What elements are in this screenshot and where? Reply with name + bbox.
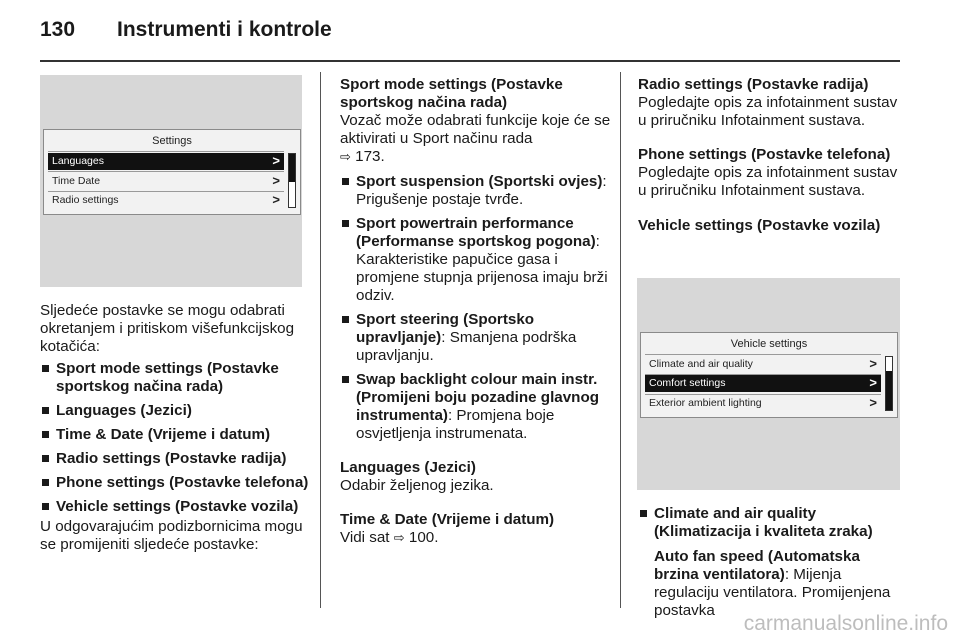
settings-screen-image [40, 75, 302, 287]
vehicle-row-exterior [645, 395, 881, 412]
header-rule [40, 60, 900, 62]
column-3-bottom-text [638, 505, 902, 620]
panel-divider [645, 354, 881, 355]
watermark: carmanualsonline.info [743, 612, 948, 635]
settings-row-languages [48, 153, 284, 170]
panel-divider [48, 151, 284, 152]
chevron-right-icon: > [272, 173, 280, 188]
row-label: Radio settings [52, 194, 119, 206]
settings-row-radio [48, 192, 284, 209]
row-label: Languages [52, 155, 104, 167]
sport-text: Vozač može odabrati funkcije koje će se aktivirati u Sport načinu rada [340, 112, 611, 147]
list-item [340, 215, 612, 305]
time-date-heading: Time & Date (Vrijeme i datum) [340, 511, 555, 528]
time-date-text: Vidi sat [340, 529, 394, 546]
list-item [40, 498, 312, 516]
list-item-label: Sport mode settings (Postavke sportskog načina rada) [56, 360, 279, 395]
outro-paragraph: U odgovarajućim podizbornicima mogu se promijeniti sljedeće postavke: [40, 518, 303, 553]
item-text: : Prigušenje postaje tvrđe. [356, 173, 607, 208]
list-item [40, 450, 312, 468]
vehicle-settings-panel [640, 332, 898, 418]
bullet-icon [640, 510, 647, 517]
settings-panel-title: Settings [152, 135, 192, 147]
row-label: Time Date [52, 175, 101, 187]
list-item-label: Time & Date (Vrijeme i datum) [56, 426, 271, 443]
list-item [40, 474, 312, 492]
list-item-label: Radio settings (Postavke radija) [56, 450, 287, 467]
sport-heading: Sport mode settings (Postavke sportskog načina rada) [340, 76, 563, 111]
list-item [40, 402, 312, 420]
scrollbar-thumb [289, 154, 295, 182]
list-item [340, 173, 612, 209]
settings-row-time-date [48, 173, 284, 190]
column-divider-2 [620, 72, 621, 608]
autofan-paragraph [638, 548, 902, 620]
item-title: Auto fan speed (Automatska brzina ventilatora) [654, 548, 860, 583]
list-item [340, 311, 612, 365]
row-label: Exterior ambient lighting [649, 397, 762, 409]
phone-heading: Phone settings (Postavke telefona) [638, 146, 891, 163]
page-ref: 173. [350, 148, 385, 165]
bullet-icon [342, 376, 349, 383]
item-text: : Karakteristike papučice gasa i promjene stupnja prijenosa imaju brži odziv. [356, 233, 608, 304]
list-item-label: Vehicle settings (Postavke vozila) [56, 498, 299, 515]
item-title: Swap backlight colour main instr. (Promijeni boju pozadine glavnog instrumenta) [356, 371, 600, 424]
bullet-icon [342, 220, 349, 227]
bullet-icon [42, 455, 49, 462]
list-item [40, 426, 312, 444]
list-item [638, 505, 902, 541]
column-divider-1 [320, 72, 321, 608]
row-label: Comfort settings [649, 377, 726, 389]
chevron-right-icon: > [869, 375, 877, 390]
vehicle-row-comfort [645, 375, 881, 392]
sport-list [340, 173, 612, 443]
sport-paragraph [340, 112, 612, 167]
settings-panel [43, 129, 301, 215]
list-item [40, 360, 312, 396]
chevron-right-icon: > [272, 192, 280, 207]
scrollbar-thumb [886, 371, 892, 410]
languages-text: Odabir željenog jezika. [340, 477, 494, 494]
scrollbar [288, 153, 296, 208]
languages-heading: Languages (Jezici) [340, 459, 476, 476]
vehicle-heading: Vehicle settings (Postavke vozila) [638, 217, 881, 234]
vehicle-settings-screen-image [637, 278, 900, 490]
list-item-label: Climate and air quality (Klimatizacija i kvaliteta zraka) [654, 505, 873, 540]
bullet-icon [42, 407, 49, 414]
bullet-icon [42, 503, 49, 510]
item-text: : Promjena boje osvjetljenja instrumenata. [356, 407, 555, 442]
chevron-right-icon: > [272, 153, 280, 168]
page-title: Instrumenti i kontrole [117, 18, 332, 41]
scrollbar [885, 356, 893, 411]
column-3-text [638, 76, 902, 235]
page-ref: 100. [404, 529, 439, 546]
bullet-icon [42, 365, 49, 372]
intro-paragraph: Sljedeće postavke se mogu odabrati okretanjem i pritiskom višefunkcijskog kotačića: [40, 302, 295, 355]
chevron-right-icon: > [869, 395, 877, 410]
bullet-icon [42, 431, 49, 438]
phone-text: Pogledajte opis za infotainment sustav u priručniku Infotainment sustava. [638, 164, 898, 199]
bullet-icon [342, 316, 349, 323]
item-text: : Mijenja regulaciju ventilatora. Promijenjena postavka [654, 566, 891, 619]
time-date-paragraph [340, 529, 612, 548]
radio-text: Pogledajte opis za infotainment sustav u priručniku Infotainment sustava. [638, 94, 898, 129]
list-item [340, 371, 612, 443]
item-title: Sport steering (Sportsko upravljanje) [356, 311, 535, 346]
list-item-label: Phone settings (Postavke telefona) [56, 474, 309, 491]
chevron-right-icon: > [869, 356, 877, 371]
list-item-label: Languages (Jezici) [56, 402, 192, 419]
vehicle-panel-title: Vehicle settings [730, 338, 808, 350]
column-1-text [40, 302, 312, 554]
bullet-icon [42, 479, 49, 486]
page-number: 130 [40, 18, 76, 41]
column-2-text [340, 76, 612, 548]
item-title: Sport powertrain performance (Performanse sportskog pogona) [356, 215, 596, 250]
page-ref-arrow-icon: ⇨ [393, 531, 405, 546]
panel-divider [48, 171, 284, 172]
row-label: Climate and air quality [649, 358, 753, 370]
item-text: : Smanjena podrška upravljanju. [356, 329, 577, 364]
bullet-icon [342, 178, 349, 185]
radio-heading: Radio settings (Postavke radija) [638, 76, 869, 93]
page-ref-arrow-icon: ⇨ [340, 150, 351, 165]
item-title: Sport suspension (Sportski ovjes) [356, 173, 603, 190]
settings-list [40, 360, 312, 516]
vehicle-row-climate [645, 356, 881, 373]
